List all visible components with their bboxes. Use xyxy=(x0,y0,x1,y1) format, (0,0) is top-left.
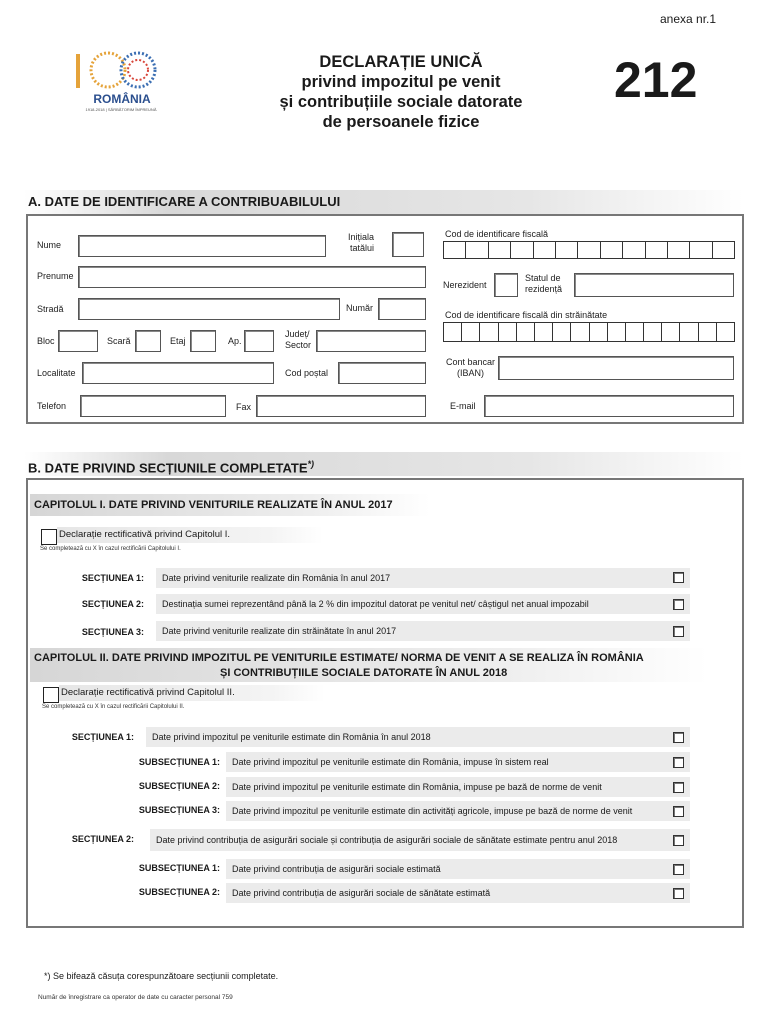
footnote: *) Se bifează căsuța corespunzătoare secțiunii completate. xyxy=(44,971,279,981)
title-line-1: DECLARAȚIE UNICĂ xyxy=(319,53,483,71)
cap2-row2-label: SUBSECȚIUNEA 1: xyxy=(138,757,220,767)
cap2-row4-label: SUBSECȚIUNEA 3: xyxy=(138,805,220,815)
cap1-rect-note: Se completează cu X în cazul rectificării Capitolului I. xyxy=(40,546,181,552)
statul-field[interactable] xyxy=(574,273,734,297)
nume-field[interactable] xyxy=(78,235,326,257)
cap2-row6-label: SUBSECȚIUNEA 1: xyxy=(138,863,220,873)
ap-field[interactable] xyxy=(244,330,274,352)
label-initiala-l1: Inițiala xyxy=(348,232,375,242)
label-etaj: Etaj xyxy=(170,336,186,346)
operator-number: Număr de înregistrare ca operator de date cu caracter personal 759 xyxy=(38,994,233,1001)
label-initiala-l2: tatălui xyxy=(350,243,375,253)
cap2-row3-label: SUBSECȚIUNEA 2: xyxy=(138,781,220,791)
cap2-row1-label: SECȚIUNEA 1: xyxy=(71,732,134,742)
title-line-3: și contribuțiile sociale datorate xyxy=(279,93,523,111)
cap1-row3-text: Date privind veniturile realizate din străinătate în anul 2017 xyxy=(156,621,690,641)
cap2-row6-checkbox[interactable] xyxy=(673,864,684,875)
label-judet xyxy=(285,329,311,351)
label-cont-l1: Cont bancar xyxy=(446,357,496,367)
cap2-title-line1: CAPITOLUL II. DATE PRIVIND IMPOZITUL PE VENITURILE ESTIMATE/ NORMA DE VENIT A SE REALIZA ÎN ROMÂNIA xyxy=(34,652,644,664)
cap2-row3-text: Date privind impozitul pe veniturile estimate din România, impuse pe bază de norme de venit xyxy=(226,777,690,797)
cap1-row1-label: SECȚIUNEA 1: xyxy=(81,573,144,583)
cap2-row4-checkbox[interactable] xyxy=(673,806,684,817)
cap1-row1-text: Date privind veniturile realizate din România în anul 2017 xyxy=(156,568,690,588)
cap1-row3-label: SECȚIUNEA 3: xyxy=(81,627,144,637)
label-email: E-mail xyxy=(450,401,476,411)
cap2-rect-note: Se completează cu X în cazul rectificării Capitolului II. xyxy=(42,704,185,710)
title-line-4: de persoanele fizice xyxy=(322,113,480,131)
cap2-row3-checkbox[interactable] xyxy=(673,782,684,793)
label-cont xyxy=(446,357,495,379)
label-statul-l1: Statul de xyxy=(525,273,561,283)
label-bloc: Bloc xyxy=(37,336,55,346)
label-cif: Cod de identificare fiscală xyxy=(445,229,549,239)
cap1-rect-checkbox[interactable] xyxy=(41,529,57,545)
etaj-field[interactable] xyxy=(190,330,216,352)
label-ap: Ap. xyxy=(228,336,242,346)
form-number: 212 xyxy=(614,52,698,108)
cap2-row5-checkbox[interactable] xyxy=(673,835,684,846)
cap2-row1-checkbox[interactable] xyxy=(673,732,684,743)
section-b-title-text: B. DATE PRIVIND SECȚIUNILE COMPLETATE xyxy=(28,460,308,476)
cap1-row2-text: Destinația sumei reprezentând până la 2 % din impozitul datorat pe venitul net/ câștigul net anual impozabil xyxy=(156,594,690,614)
annex-label: anexa nr.1 xyxy=(660,12,717,26)
cod-postal-field[interactable] xyxy=(338,362,426,384)
cap1-row1-checkbox[interactable] xyxy=(673,572,684,583)
logo-text: ROMÂNIA xyxy=(93,92,151,106)
iban-field[interactable] xyxy=(498,356,734,380)
cap2-row7-label: SUBSECȚIUNEA 2: xyxy=(138,887,220,897)
cap2-row4-text: Date privind impozitul pe veniturile estimate din activități agricole, impuse pe bază de norme de venit xyxy=(226,801,690,821)
nerezident-field[interactable] xyxy=(494,273,518,297)
cap2-row2-checkbox[interactable] xyxy=(673,757,684,768)
label-strada: Stradă xyxy=(37,304,64,314)
localitate-field[interactable] xyxy=(82,362,274,384)
cap1-title: CAPITOLUL I. DATE PRIVIND VENITURILE REALIZATE ÎN ANUL 2017 xyxy=(30,494,430,516)
logo-subtext: 1918-2018 | SĂRBĂTORIM ÎMPREUNĂ xyxy=(85,107,157,112)
label-numar: Număr xyxy=(346,303,374,313)
cif-cells[interactable] xyxy=(443,241,735,259)
fax-field[interactable] xyxy=(256,395,426,417)
cif-strainatate-cells[interactable] xyxy=(443,322,735,342)
initiala-field[interactable] xyxy=(392,232,424,257)
cap1-row2-checkbox[interactable] xyxy=(673,599,684,610)
label-cont-l2: (IBAN) xyxy=(457,368,485,378)
cap2-row2-text: Date privind impozitul pe veniturile estimate din România, impuse în sistem real xyxy=(226,752,690,772)
cap1-row3-checkbox[interactable] xyxy=(673,626,684,637)
cap2-row1-text: Date privind impozitul pe veniturile estimate din România în anul 2018 xyxy=(146,727,690,747)
label-statul-l2: rezidență xyxy=(525,284,563,294)
section-b-title xyxy=(24,452,744,476)
cap2-row7-checkbox[interactable] xyxy=(673,888,684,899)
label-fax: Fax xyxy=(236,402,252,412)
title-line-2: privind impozitul pe venit xyxy=(301,73,501,91)
bloc-field[interactable] xyxy=(58,330,98,352)
cap2-title xyxy=(30,648,708,682)
cap2-row6-text: Date privind contribuția de asigurări sociale estimată xyxy=(226,859,690,879)
cap2-rect-label: Declarație rectificativă privind Capitolul II. xyxy=(59,685,325,701)
judet-field[interactable] xyxy=(316,330,426,352)
section-a-title: A. DATE DE IDENTIFICARE A CONTRIBUABILULUI xyxy=(24,190,744,214)
prenume-field[interactable] xyxy=(78,266,426,288)
cap2-row5-text: Date privind contribuția de asigurări sociale și contribuția de asigurări sociale de sănătate estimate pentru anul 2018 xyxy=(150,829,690,851)
centenary-logo xyxy=(68,42,174,120)
cap1-row2-label: SECȚIUNEA 2: xyxy=(81,599,144,609)
label-nerezident: Nerezident xyxy=(443,280,487,290)
cap2-rect-checkbox[interactable] xyxy=(43,687,59,703)
cap2-title-line2: ȘI CONTRIBUȚIILE SOCIALE DATORATE ÎN ANUL 2018 xyxy=(220,667,508,679)
label-localitate: Localitate xyxy=(37,368,76,378)
label-cif-strainatate: Cod de identificare fiscală din străinătate xyxy=(445,310,608,320)
cap1-rect-label: Declarație rectificativă privind Capitolul I. xyxy=(57,527,323,543)
label-judet-l2: Sector xyxy=(285,340,312,350)
cap2-row5-label: SECȚIUNEA 2: xyxy=(71,834,134,844)
section-b-title-mark: *) xyxy=(307,459,315,469)
label-statul xyxy=(525,273,562,295)
label-nume: Nume xyxy=(37,240,62,250)
numar-field[interactable] xyxy=(378,298,426,320)
label-scara: Scară xyxy=(107,336,131,346)
label-prenume: Prenume xyxy=(37,271,74,281)
form-title xyxy=(236,52,566,132)
label-judet-l1: Județ/ xyxy=(285,329,310,339)
strada-field[interactable] xyxy=(78,298,340,320)
telefon-field[interactable] xyxy=(80,395,226,417)
scara-field[interactable] xyxy=(135,330,161,352)
label-telefon: Telefon xyxy=(37,401,67,411)
label-initiala xyxy=(348,232,374,254)
email-field[interactable] xyxy=(484,395,734,417)
cap2-row7-text: Date privind contribuția de asigurări sociale de sănătate estimată xyxy=(226,883,690,903)
label-cod-postal: Cod poștal xyxy=(285,368,329,378)
